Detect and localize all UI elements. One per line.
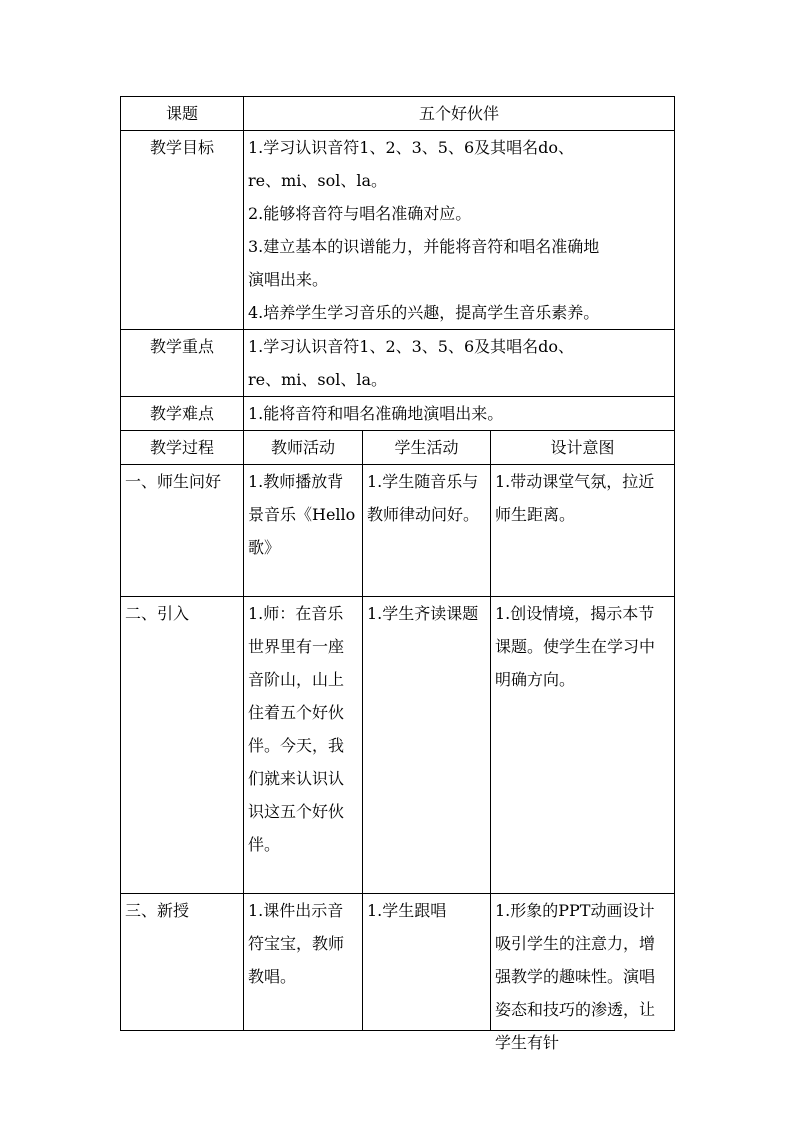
step-row [121,597,675,894]
objective-line: 演唱出来。 [248,270,329,289]
step-row [121,465,675,597]
key-point-line: 1.学习认识音符1、2、3、5、6及其唱名do、 [248,337,575,356]
objective-line: 1.学习认识音符1、2、3、5、6及其唱名do、 [248,138,575,157]
step-student: 1.学生随音乐与教师律动问好。 [363,465,491,597]
step-stage: 三、新授 [121,894,244,1031]
step-teacher: 1.教师播放背景音乐《Hello歌》 [244,465,363,597]
key-points-row [121,330,675,397]
step-teacher: 1.课件出示音符宝宝，教师教唱。 [244,894,363,1031]
difficulties-label: 教学难点 [121,397,244,431]
topic-row [121,97,675,131]
objective-line: re、mi、sol、la。 [248,171,388,190]
step-stage: 二、引入 [121,597,244,894]
difficulties-row [121,397,675,431]
step-intent: 1.带动课堂气氛，拉近师生距离。 [491,465,675,597]
key-point-line: re、mi、sol、la。 [248,370,388,389]
topic-label: 课题 [121,97,244,131]
process-header-teacher: 教师活动 [244,431,363,465]
objective-line: 4.培养学生学习音乐的兴趣，提高学生音乐素养。 [248,303,600,322]
step-stage: 一、师生问好 [121,465,244,597]
objective-line: 2.能够将音符与唱名准确对应。 [248,204,472,223]
step-intent: 1.创设情境，揭示本节课题。使学生在学习中明确方向。 [491,597,675,894]
process-header-row [121,431,675,465]
key-points-label: 教学重点 [121,330,244,397]
step-student: 1.学生跟唱 [363,894,491,1031]
objectives-content [244,131,675,330]
step-row [121,894,675,1031]
objective-line: 3.建立基本的识谱能力，并能将音符和唱名准确地 [248,237,600,256]
step-teacher: 1.师：在音乐世界里有一座音阶山，山上住着五个好伙伴。今天，我们就来认识认识这五个好伙伴。 [244,597,363,894]
process-header-stage: 教学过程 [121,431,244,465]
difficulties-content: 1.能将音符和唱名准确地演唱出来。 [244,397,675,431]
process-header-intent: 设计意图 [491,431,675,465]
process-header-student: 学生活动 [363,431,491,465]
step-student: 1.学生齐读课题 [363,597,491,894]
objectives-label: 教学目标 [121,131,244,330]
step-intent: 1.形象的PPT动画设计吸引学生的注意力，增强教学的趣味性。演唱姿态和技巧的渗透，让学生有针 [491,894,675,1031]
objectives-row [121,131,675,330]
lesson-plan-table [120,96,675,1052]
key-points-content [244,330,675,397]
topic-value: 五个好伙伴 [244,97,675,131]
